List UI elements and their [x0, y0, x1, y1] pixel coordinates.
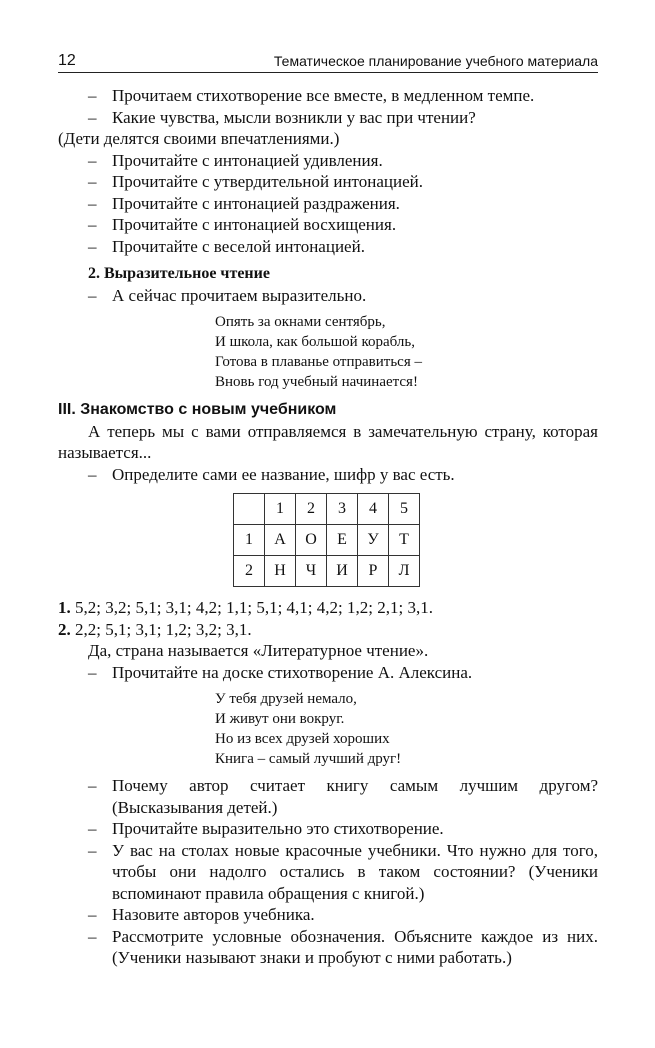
poem-line: У тебя друзей немало,: [215, 691, 357, 707]
table-cell: 1: [234, 525, 265, 556]
table-cell: 5: [389, 494, 420, 525]
poem-line: Вновь год учебный начинается!: [215, 374, 418, 390]
section-heading: III. Знакомство с новым учебником: [58, 401, 337, 418]
cipher-code: 1. 5,2; 3,2; 5,1; 3,1; 4,2; 1,1; 5,1; 4,1; 4,2; 1,2; 2,1; 3,1.: [58, 598, 433, 617]
dialogue-line: – Назовите авторов учебника.: [88, 905, 315, 924]
table-cell: Р: [358, 556, 389, 587]
table-cell: Ч: [296, 556, 327, 587]
table-cell: 3: [327, 494, 358, 525]
table-cell: Л: [389, 556, 420, 587]
table-cell: 1: [265, 494, 296, 525]
poem-aleksin: [58, 689, 598, 769]
table-cell: Е: [327, 525, 358, 556]
answer-line: Да, страна называется «Литературное чтение».: [88, 641, 429, 660]
dialogue-line: – А сейчас прочитаем выразительно.: [88, 285, 367, 305]
cipher-code: 2. 2,2; 5,1; 3,1; 1,2; 3,2; 3,1.: [58, 619, 252, 639]
table-cell: 2: [234, 556, 265, 587]
dialogue-line: – Почему автор считает книгу самым лучшим другом? (Высказывания детей.): [88, 776, 598, 817]
poem-line: Готова в плаванье отправиться –: [215, 354, 422, 370]
table-cell: А: [265, 525, 296, 556]
table-row: [234, 525, 420, 556]
dialogue-line: – Прочитайте с интонацией раздражения.: [88, 193, 400, 213]
page-number: 12: [58, 52, 76, 69]
page-content: [58, 85, 598, 969]
poem-line: Опять за окнами сентябрь,: [215, 314, 386, 330]
running-title: Тематическое планирование учебного материала: [273, 53, 598, 69]
dialogue-line: – Прочитайте с интонацией удивления.: [88, 150, 383, 170]
poem-line: И живут они вокруг.: [215, 711, 345, 727]
page-header: [58, 50, 598, 73]
paragraph: А теперь мы с вами отправляемся в замечательную страну, которая называется...: [58, 421, 598, 462]
dialogue-line: – Прочитайте с интонацией восхищения.: [88, 215, 397, 234]
table-cell: И: [327, 556, 358, 587]
dialogue-line: – Прочитайте с веселой интонацией.: [88, 236, 365, 256]
poem-line: Но из всех друзей хороших: [215, 731, 390, 747]
table-cell: Н: [265, 556, 296, 587]
dialogue-line: – Рассмотрите условные обозначения. Объясните каждое из них. (Ученики называют знаки и пробуют с ними работать.): [88, 926, 598, 967]
poem-line: Книга – самый лучший друг!: [215, 751, 402, 767]
table-cell: [234, 494, 265, 525]
table-row: [234, 556, 420, 587]
dialogue-line: – Прочитайте с утвердительной интонацией.: [88, 172, 423, 191]
table-cell: Т: [389, 525, 420, 556]
poem-september: [58, 312, 598, 392]
children-note: (Дети делятся своими впечатлениями.): [58, 129, 340, 148]
dialogue-line: – У вас на столах новые красочные учебники. Что нужно для того, чтобы они надолго остались в таком состоянии? (Ученики вспоминают правила обращения с книгой.): [88, 840, 598, 903]
dialogue-line: – Прочитайте выразительно это стихотворение.: [88, 819, 444, 838]
table-cell: У: [358, 525, 389, 556]
table-cell: 4: [358, 494, 389, 525]
table-row: [234, 494, 420, 525]
dialogue-line: – Какие чувства, мысли возникли у вас при чтении?: [88, 107, 476, 127]
table-cell: О: [296, 525, 327, 556]
cipher-table: [233, 493, 420, 587]
dialogue-line: – Прочитайте на доске стихотворение А. Алексина.: [88, 662, 473, 682]
dialogue-line: – Определите сами ее название, шифр у вас есть.: [88, 464, 455, 484]
dialogue-line: – Прочитаем стихотворение все вместе, в медленном темпе.: [88, 86, 535, 105]
poem-line: И школа, как большой корабль,: [215, 334, 415, 350]
table-cell: 2: [296, 494, 327, 525]
subsection-heading: 2. Выразительное чтение: [88, 265, 270, 282]
